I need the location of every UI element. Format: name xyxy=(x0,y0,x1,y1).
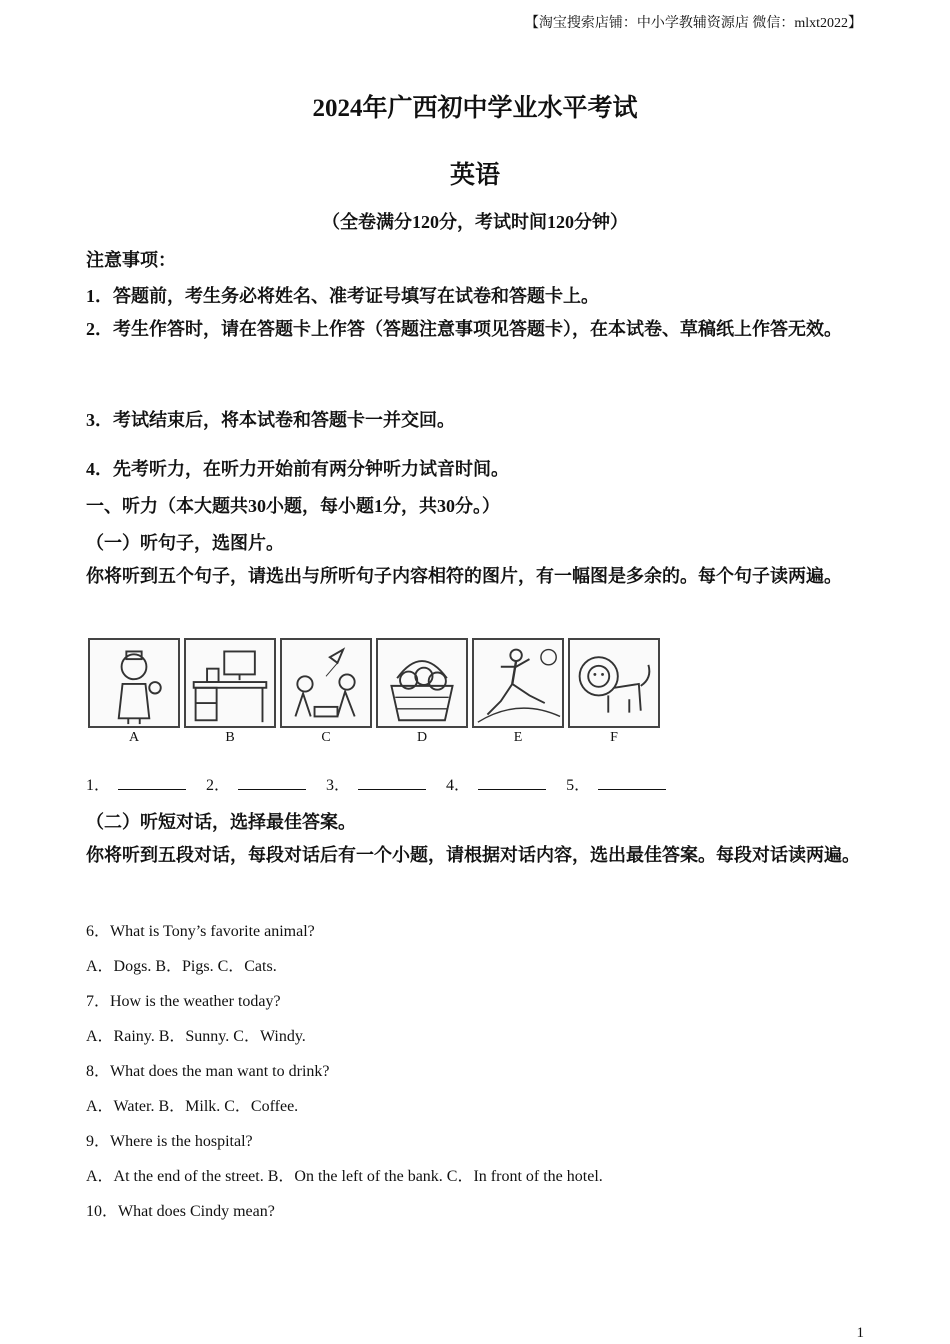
picture-label: D xyxy=(416,730,428,745)
part1-heading: （一）听句子，选图片。 xyxy=(86,533,284,553)
part2-heading: （二）听短对话，选择最佳答案。 xyxy=(86,812,356,832)
blank-number: 2． xyxy=(206,777,231,794)
blank-number: 4． xyxy=(446,777,471,794)
question-text: 10．What does Cindy mean? xyxy=(86,1203,275,1220)
answer-blank[interactable] xyxy=(478,775,546,790)
question-text: 6．What is Tony’s favorite animal? xyxy=(86,923,315,940)
answer-blank[interactable] xyxy=(118,775,186,790)
apple-basket-icon xyxy=(376,638,468,728)
picture-label: A xyxy=(128,730,140,745)
notice-heading: 注意事项： xyxy=(86,250,176,270)
blank-number: 5． xyxy=(566,777,591,794)
section-heading: 一、听力（本大题共30小题，每小题1分，共30分。） xyxy=(86,496,500,516)
answer-blank[interactable] xyxy=(358,775,426,790)
notice-item: 4．先考听力，在听力开始前有两分钟听力试音时间。 xyxy=(86,459,509,479)
picture-label: C xyxy=(321,730,331,745)
picture-strip xyxy=(86,636,662,748)
notice-item: 2．考生作答时，请在答题卡上作答（答题注意事项见答题卡），在本试卷、草稿纸上作答无效。 xyxy=(86,319,842,339)
answer-blank[interactable] xyxy=(598,775,666,790)
picture-label: E xyxy=(513,730,523,745)
part2-instruction: 你将听到五段对话，每段对话后有一个小题，请根据对话内容，选出最佳答案。每段对话读两遍。 xyxy=(86,845,860,865)
question-text: 7．How is the weather today? xyxy=(86,993,281,1010)
question-options: A．At the end of the street. B．On the left of the bank. C．In front of the hotel. xyxy=(86,1168,603,1185)
picture-label: F xyxy=(610,730,618,745)
question-text: 9．Where is the hospital? xyxy=(86,1133,253,1150)
picture-label: B xyxy=(225,730,235,745)
exam-title: 2024年广西初中学业水平考试 xyxy=(312,95,638,122)
question-text: 8．What does the man want to drink? xyxy=(86,1063,330,1080)
blank-number: 3． xyxy=(326,777,351,794)
runner-icon xyxy=(472,638,564,728)
score-note: （全卷满分120分，考试时间120分钟） xyxy=(322,212,628,232)
lion-icon xyxy=(568,638,660,728)
question-options: A．Dogs. B．Pigs. C．Cats. xyxy=(86,958,277,975)
question-options: A．Rainy. B．Sunny. C．Windy. xyxy=(86,1028,306,1045)
computer-desk-icon xyxy=(184,638,276,728)
page-number: 1 xyxy=(856,1325,864,1341)
notice-item: 1．答题前，考生务必将姓名、准考证号填写在试卷和答题卡上。 xyxy=(86,286,599,306)
header-note: 【淘宝搜索店铺：中小学教辅资源店 微信：mlxt2022】 xyxy=(524,16,862,31)
blank-number: 1． xyxy=(86,777,111,794)
answer-blank[interactable] xyxy=(238,775,306,790)
answer-blanks xyxy=(86,772,682,795)
question-options: A．Water. B．Milk. C．Coffee. xyxy=(86,1098,299,1115)
subject-title: 英语 xyxy=(449,162,500,189)
picnic-icon xyxy=(280,638,372,728)
doctor-icon xyxy=(88,638,180,728)
notice-item: 3．考试结束后，将本试卷和答题卡一并交回。 xyxy=(86,410,455,430)
part1-instruction: 你将听到五个句子，请选出与所听句子内容相符的图片，有一幅图是多余的。每个句子读两遍。 xyxy=(86,566,842,586)
